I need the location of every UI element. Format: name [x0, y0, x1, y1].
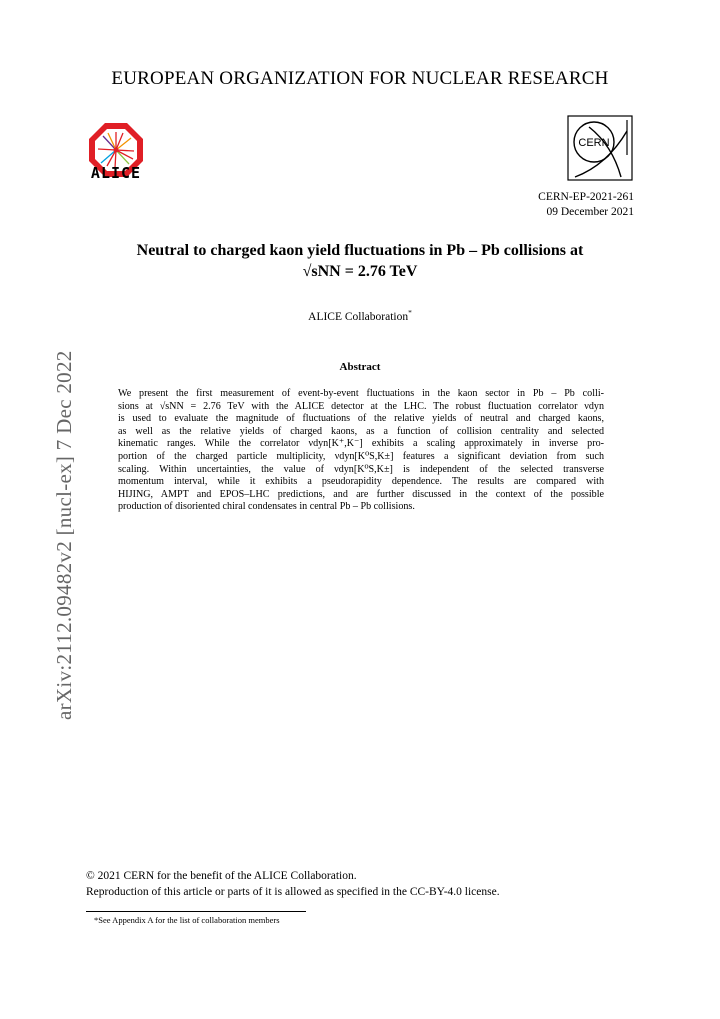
abstract-heading: Abstract [339, 361, 381, 373]
cern-logo-text: CERN [578, 137, 610, 149]
copyright-line: © 2021 CERN for the benefit of the ALICE Collaboration. [86, 870, 357, 882]
abstract-line: We present the first measurement of event-by-event fluctuations in the kaon sector in Pb – Pb colli- [118, 388, 604, 399]
organization-header: EUROPEAN ORGANIZATION FOR NUCLEAR RESEARCH [111, 68, 609, 89]
footnote: *See Appendix A for the list of collaboration members [94, 915, 280, 925]
abstract-body [118, 388, 604, 514]
author-footnote-mark: * [408, 308, 412, 317]
license-line: Reproduction of this article or parts of it is allowed as specified in the CC-BY-4.0 license. [86, 886, 500, 898]
alice-logo-text: ALICE [90, 164, 142, 182]
footnote-divider [86, 911, 306, 912]
title-line-2: √sNN = 2.76 TeV [302, 263, 418, 280]
abstract-line: momentum interval, while it exhibits a pseudorapidity dependence. The results are compared with [118, 476, 604, 488]
paper-title [110, 240, 610, 282]
arxiv-stamp: arXiv:2112.09482v2 [nucl-ex] 7 Dec 2022 [52, 350, 76, 720]
abstract-line: is used to evaluate the magnitude of fluctuations of the relative yields of neutral and charged kaons, [118, 413, 604, 425]
report-info [538, 190, 634, 220]
report-date: 09 December 2021 [546, 206, 634, 218]
arxiv-sidebar [18, 300, 76, 720]
copyright-notice [86, 868, 500, 900]
abstract-line: sions at √sNN = 2.76 TeV with the ALICE detector at the LHC. The robust fluctuation correlator νdyn [118, 400, 604, 412]
cern-logo [567, 115, 633, 181]
abstract-line: HIJING, AMPT and EPOS–LHC predictions, and are further discussed in the context of the possible [118, 488, 604, 500]
title-line-1: Neutral to charged kaon yield fluctuations in Pb – Pb collisions at [136, 242, 584, 259]
report-number: CERN-EP-2021-261 [538, 191, 634, 203]
authors [0, 308, 720, 323]
abstract-line: scaling. Within uncertainties, the value of νdyn[K⁰S,K±] is independent of the selected transverse [118, 463, 604, 475]
author-name: ALICE Collaboration [308, 310, 409, 323]
abstract-line: kinematic ranges. While the correlator νdyn[K⁺,K⁻] exhibits a scaling approximately in inverse pro- [118, 438, 604, 450]
abstract-line: as well as the relative yields of charged kaons, as a function of collision centrality and selected [118, 425, 604, 437]
abstract-line: portion of the charged particle multiplicity, νdyn[K⁰S,K±] features a significant deviation from such [118, 450, 604, 462]
abstract-line: production of disoriented chiral condensates in central Pb – Pb collisions. [118, 501, 415, 513]
